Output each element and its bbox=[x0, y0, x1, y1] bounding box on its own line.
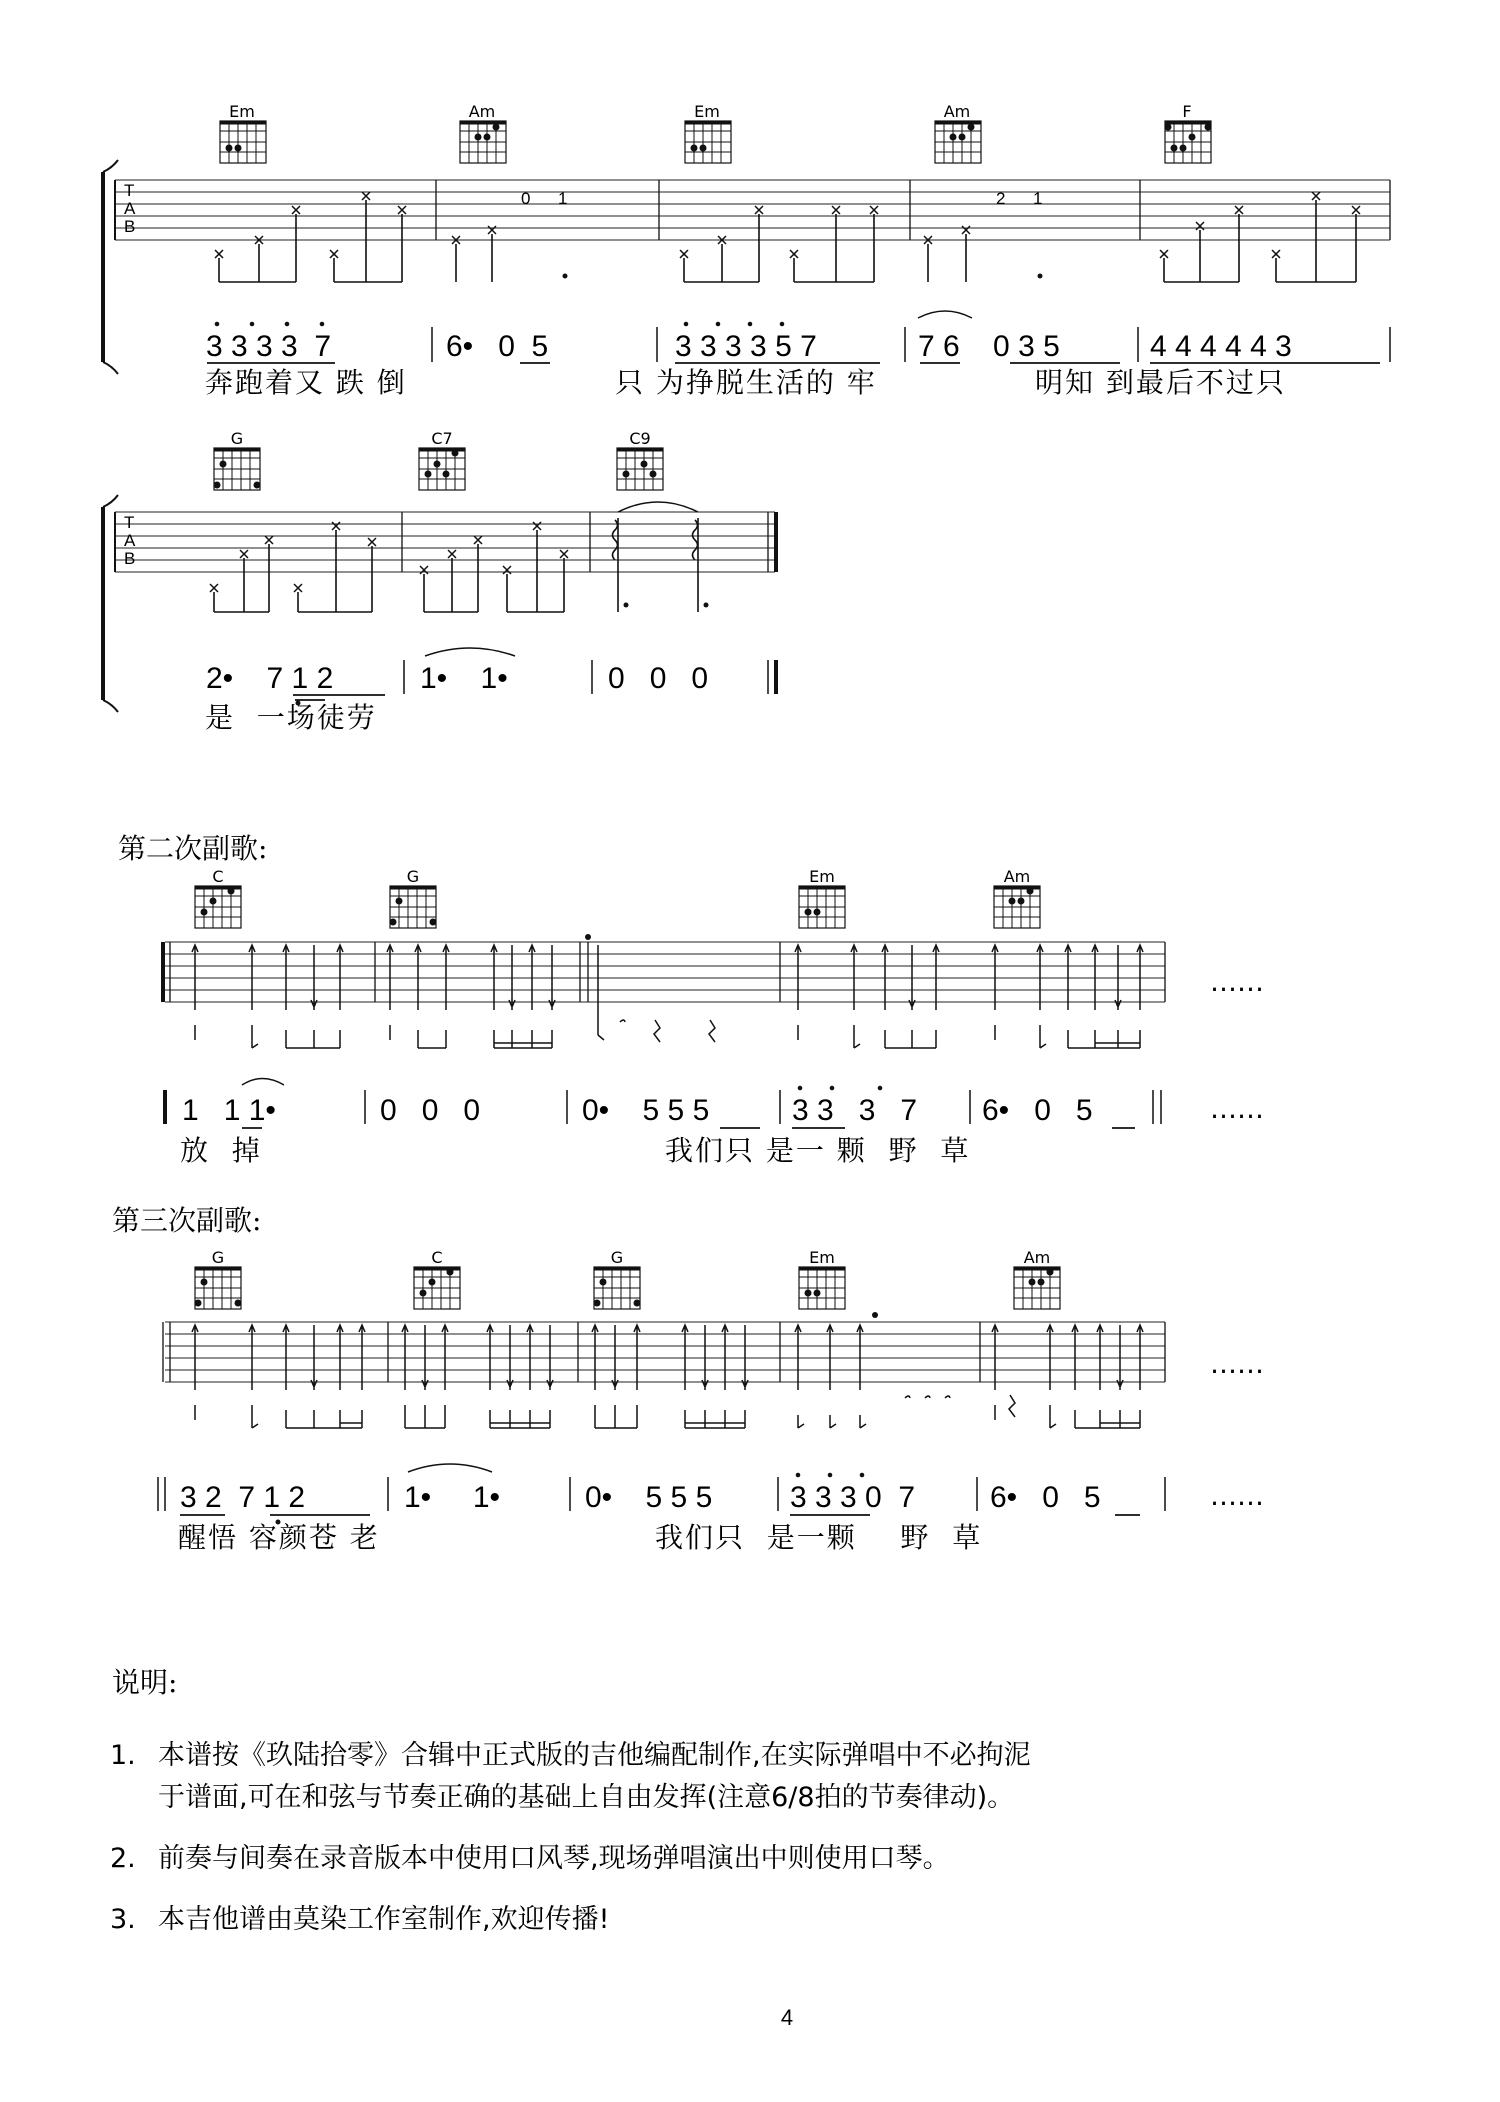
tab-letter: T bbox=[124, 513, 135, 532]
lyric-line: 我们只 是一 颗 野 草 bbox=[665, 1134, 971, 1167]
section-title: 第三次副歌: bbox=[112, 1204, 262, 1237]
chord-name: Em bbox=[229, 102, 255, 121]
chord-am bbox=[994, 867, 1040, 928]
strum-arrows bbox=[192, 945, 1143, 1048]
jianpu-measure: 3 2 7 1 2 bbox=[180, 1481, 306, 1514]
chord-g-2 bbox=[594, 1248, 641, 1309]
chord-name: G bbox=[610, 1248, 624, 1267]
note-text: 本谱按《玖陆拾零》合辑中正式版的吉他编配制作,在实际弹唱中不必拘泥 bbox=[158, 1740, 1031, 1771]
chord-c bbox=[414, 1248, 460, 1309]
jianpu-measure: 1• 1• bbox=[420, 662, 508, 695]
jianpu-measure: 0 0 0 bbox=[380, 1094, 481, 1127]
chord-am bbox=[1014, 1248, 1060, 1309]
jianpu-measure: 3 3 3 3 5 7 bbox=[675, 330, 817, 363]
chord-g bbox=[390, 867, 437, 928]
note-number: 3. bbox=[110, 1904, 136, 1935]
chord-em bbox=[799, 1248, 845, 1309]
chord-g bbox=[195, 1248, 242, 1309]
jianpu-measure: 2• 7 1 2 bbox=[206, 662, 334, 695]
tab-letter: T bbox=[124, 181, 135, 200]
tab-letter: B bbox=[124, 217, 136, 236]
lyric-line: 放 掉 bbox=[180, 1134, 262, 1167]
chord-diagram-g bbox=[214, 429, 261, 490]
chord-diagram-c7 bbox=[419, 429, 465, 490]
chord-name: Em bbox=[694, 102, 720, 121]
page-number: 4 bbox=[780, 2005, 794, 2030]
system-1 bbox=[103, 102, 1390, 399]
tab-letter: A bbox=[124, 531, 136, 550]
note-text: 前奏与间奏在录音版本中使用口风琴,现场弹唱演出中则使用口琴。 bbox=[158, 1843, 950, 1874]
jianpu-measure: 1 1 1• bbox=[182, 1094, 276, 1127]
rhythm-stems bbox=[219, 200, 1356, 282]
chord-diagram-3 bbox=[685, 102, 731, 163]
tab-x-marks bbox=[215, 192, 1360, 258]
chord-name: C bbox=[431, 1248, 443, 1267]
chord-diagram-4 bbox=[935, 102, 981, 163]
jianpu-measure: 3 3 3 0 7 bbox=[790, 1481, 916, 1514]
notes-heading: 说明: bbox=[112, 1666, 178, 1699]
fret-number: 0 bbox=[521, 189, 531, 208]
note-text: 于谱面,可在和弦与节奏正确的基础上自由发挥(注意6/8拍的节奏律动)。 bbox=[158, 1782, 1015, 1813]
jianpu-measure: 0 0 0 bbox=[608, 662, 709, 695]
chord-name: F bbox=[1182, 102, 1192, 121]
explanation-notes bbox=[110, 1666, 1031, 1935]
chord-name: Am bbox=[468, 102, 496, 121]
chord-c bbox=[195, 867, 241, 928]
jianpu-measure: 0• 5 5 5 bbox=[585, 1481, 713, 1514]
chord-name: Em bbox=[809, 867, 835, 886]
tab-letter: A bbox=[124, 199, 136, 218]
note-text: 本吉他谱由莫染工作室制作,欢迎传播! bbox=[158, 1904, 610, 1935]
note-number: 2. bbox=[110, 1843, 136, 1874]
chord-name: G bbox=[211, 1248, 225, 1267]
ellipsis: …… bbox=[1210, 967, 1264, 998]
ellipsis: …… bbox=[1210, 1481, 1264, 1512]
chord-name: C7 bbox=[431, 429, 453, 448]
chord-diagram-c9 bbox=[617, 429, 663, 490]
lyric-line: 我们只 是一颗 野 草 bbox=[655, 1521, 983, 1554]
tab-letter: B bbox=[124, 549, 136, 568]
ellipsis: …… bbox=[1210, 1349, 1264, 1380]
fret-number: 1 bbox=[558, 189, 568, 208]
jianpu-measure: 6• 0 5 bbox=[982, 1094, 1093, 1127]
third-chorus bbox=[112, 1204, 1264, 1554]
jianpu-measure: 0• 5 5 5 bbox=[582, 1094, 710, 1127]
chord-name: Am bbox=[1003, 867, 1031, 886]
second-chorus bbox=[118, 832, 1264, 1167]
fret-number: 1 bbox=[1033, 189, 1043, 208]
chord-name: Em bbox=[809, 1248, 835, 1267]
strum-arrows bbox=[192, 1325, 1143, 1428]
jianpu-measure: 7 6 0 3 5 bbox=[918, 330, 1060, 363]
chord-diagram-5 bbox=[1165, 102, 1212, 163]
chord-diagram-2 bbox=[460, 102, 506, 163]
note-number: 1. bbox=[110, 1740, 136, 1771]
chord-em bbox=[799, 867, 845, 928]
jianpu-measure: 6• 0 5 bbox=[990, 1481, 1101, 1514]
chord-name: G bbox=[406, 867, 420, 886]
chord-name: C9 bbox=[629, 429, 651, 448]
jianpu-measure: 4 4 4 4 4 3 bbox=[1150, 330, 1292, 363]
lyric-line: 只 为挣脱生活的 牢 bbox=[615, 366, 877, 399]
fret-number: 2 bbox=[996, 189, 1006, 208]
jianpu-measure: 3 3 3 7 bbox=[792, 1094, 918, 1127]
lyric-line: 是 一场徒劳 bbox=[205, 701, 377, 734]
chord-name: G bbox=[230, 429, 244, 448]
jianpu-measure: 6• 0 5 bbox=[446, 330, 549, 363]
chord-name: C bbox=[212, 867, 224, 886]
jianpu-measure: 1• 1• bbox=[404, 1481, 501, 1514]
system-2 bbox=[103, 429, 776, 734]
lyric-line: 奔跑着又 跌 倒 bbox=[205, 366, 407, 399]
chord-name: Am bbox=[943, 102, 971, 121]
ellipsis: …… bbox=[1210, 1094, 1264, 1125]
section-title: 第二次副歌: bbox=[118, 832, 268, 865]
lyric-line: 明知 到最后不过只 bbox=[1035, 366, 1286, 399]
chord-name: Am bbox=[1023, 1248, 1051, 1267]
lyric-line: 醒悟 容颜苍 老 bbox=[178, 1521, 380, 1554]
chord-diagram-1 bbox=[220, 102, 266, 163]
jianpu-measure: 3 3 3 3 7 bbox=[206, 330, 332, 363]
